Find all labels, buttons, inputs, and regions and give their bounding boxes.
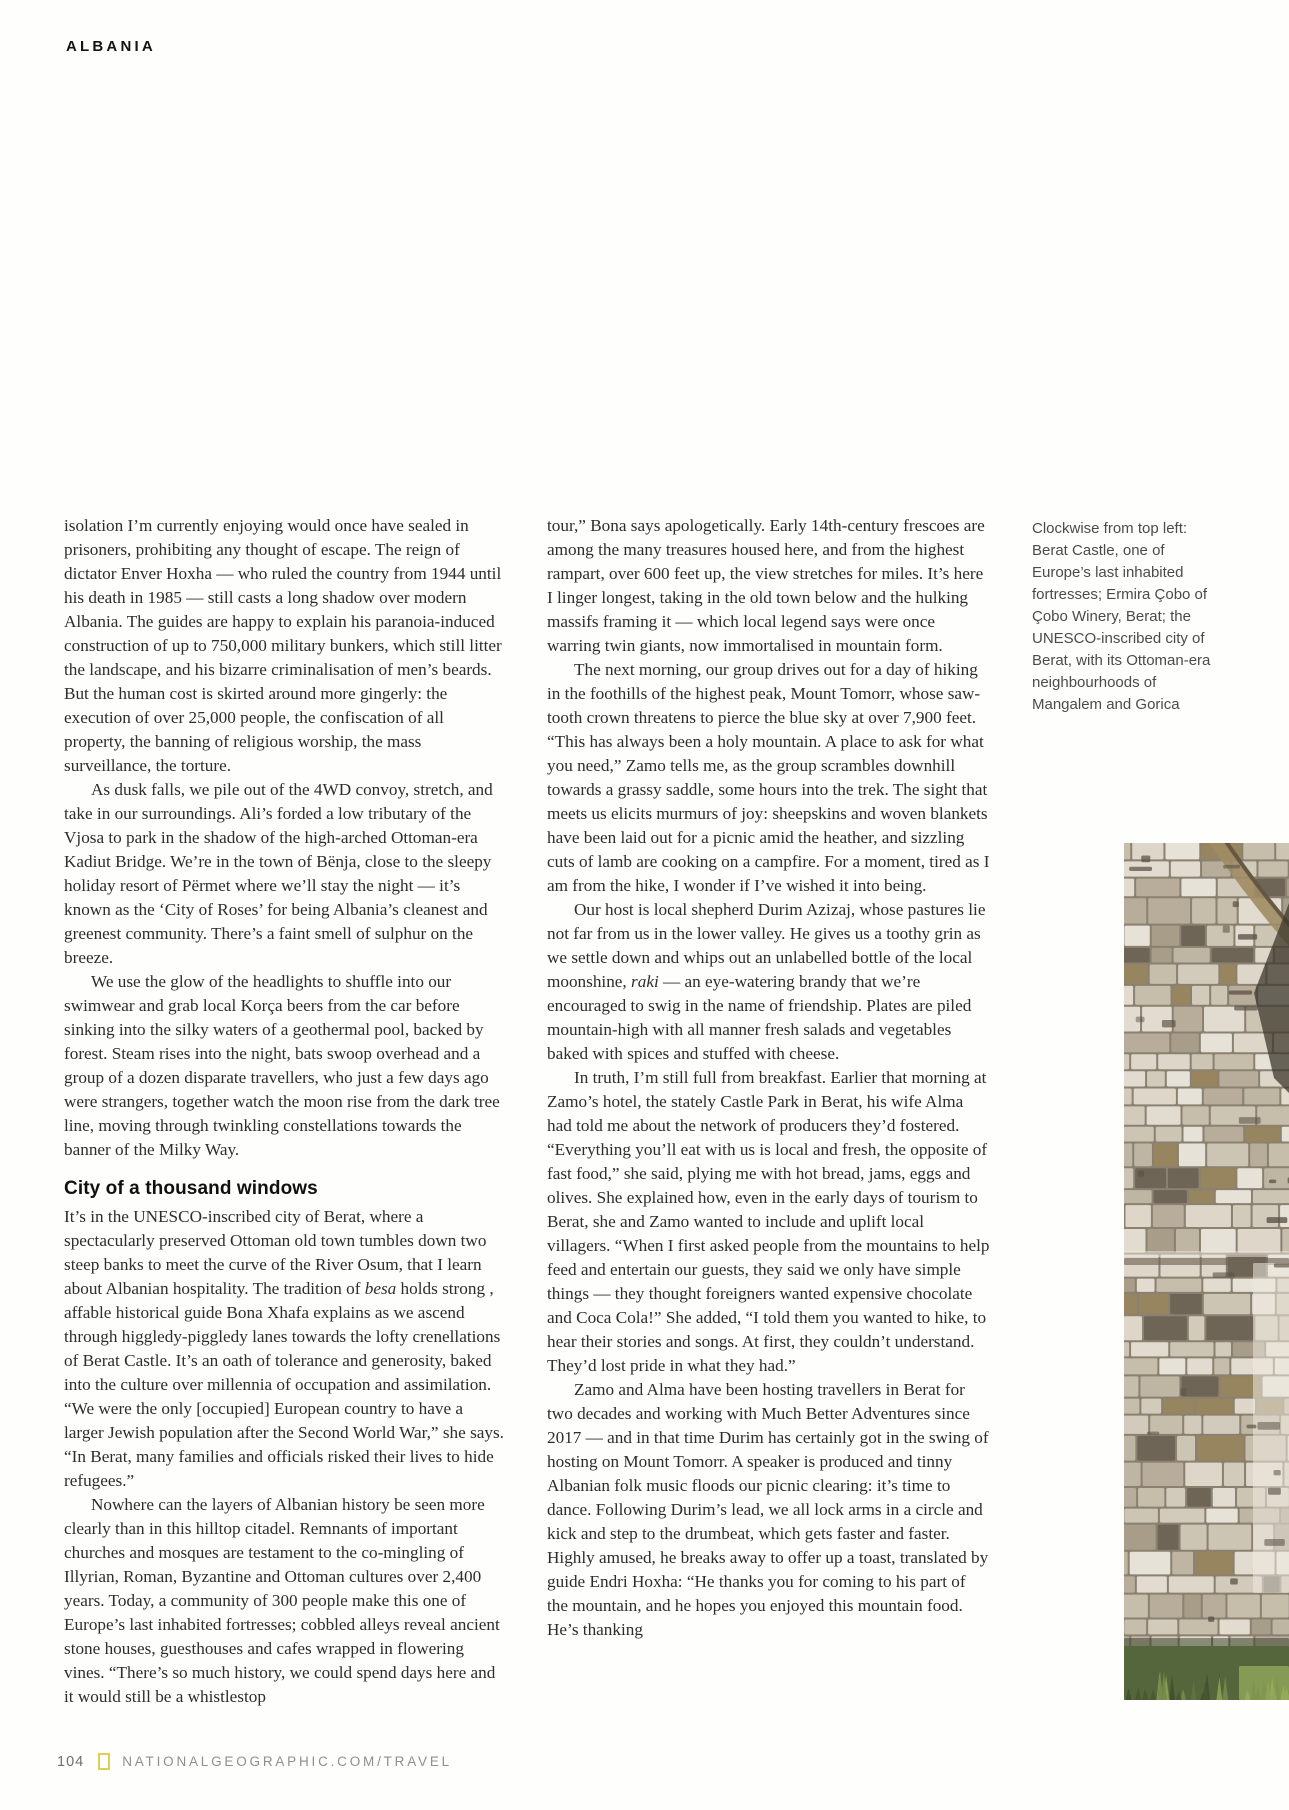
body-paragraph: tour,” Bona says apologetically. Early 14th-century frescoes are among the many treasures housed here, and from the highest rampart, over 600 feet up, the view stretches for miles. It’s here I linger longest, taking in the old town below and the hulking massifs framing it — which local legend says were once warring twin giants, now immortalised in mountain form. bbox=[547, 516, 985, 655]
body-paragraph: Nowhere can the layers of Albanian history be seen more clearly than in this hilltop citadel. Remnants of important churches and mosques are testament to the co-mingling of Illyrian, Roman, Byzantine and Ottoman cultures over 2,400 years. Today, a community of 300 people make this one of Europe’s last inhabited fortresses; cobbled alleys reveal ancient stone houses, guesthouses and cafes wrapped in flowering vines. “There’s so much history, we could spend days here and it would still be a whistlestop bbox=[64, 1495, 500, 1706]
body-paragraph: The next morning, our group drives out for a day of hiking in the foothills of the highest peak, Mount Tomorr, whose saw-tooth crown threatens to pierce the blue sky at over 7,900 feet. “This has always been a holy mountain. A place to ask for what you need,” Zamo tells me, as the group scrambles downhill towards a grassy saddle, some hours into the trek. The sight that meets us elicits murmurs of joy: sheepskins and woven blankets have been laid out for a picnic amid the heather, and sizzling cuts of lamb are cooking on a campfire. For a moment, tired as I am from the hike, I wonder if I’ve wished it into being. bbox=[547, 660, 990, 895]
body-paragraph: It’s in the UNESCO-inscribed city of Berat, where a spectacularly preserved Ottoman old town tumbles down two steep banks to meet the curve of the River Osum, that I learn about Albanian hospitality. The tradition of besa holds strong , affable historical guide Bona Xhafa explains as we ascend through higgledy-piggledy lanes towards the lofty crenellations of Berat Castle. It’s an oath of tolerance and generosity, baked into the culture over millennia of occupation and assimilation. “We were the only [occupied] European country to have a larger Jewish population after the Second World War,” she says. “In Berat, many families and officials risked their lives to hide refugees.” bbox=[64, 1207, 504, 1490]
article-column-right bbox=[547, 514, 990, 1642]
photo-caption: Clockwise from top left: Berat Castle, one of Europe’s last inhabited fortresses; Ermira Çobo of Çobo Winery, Berat; the UNESCO-inscribed city of Berat, with its Ottoman-era neighbourhoods of Mangalem and Gorica bbox=[1032, 520, 1211, 713]
body-paragraph: We use the glow of the headlights to shuffle into our swimwear and grab local Korça beers from the car before sinking into the silky waters of a geothermal pool, backed by forest. Steam rises into the night, bats swoop overhead and a group of a dozen disparate travellers, who just a few days ago were strangers, together watch the moon rise from the dark tree line, moving through twinkling constellations towards the banner of the Milky Way. bbox=[64, 972, 500, 1159]
body-paragraph: In truth, I’m still full from breakfast. Earlier that morning at Zamo’s hotel, the stately Castle Park in Berat, his wife Alma had told me about the network of producers they’d fostered. “Everything you’ll eat with us is local and fresh, the opposite of fast food,” she said, plying me with hot bread, jams, eggs and olives. She explained how, even in the early days of tourism to Berat, she and Zamo wanted to include and uplift local villagers. “When I first asked people from the mountains to help feed and entertain our guests, they said we only have simple things — they thought foreigners wanted expensive chocolate and Coca Cola!” She added, “I told them you wanted to hike, to hear their stories and songs. At first, they couldn’t understand. They’d lost pride in what they had.” bbox=[547, 1068, 990, 1375]
section-kicker: ALBANIA bbox=[66, 38, 156, 55]
body-paragraph: As dusk falls, we pile out of the 4WD convoy, stretch, and take in our surroundings. Ali’s forded a low tributary of the Vjosa to park in the shadow of the high-arched Ottoman-era Kadiut Bridge. We’re in the town of Bënja, close to the sleepy holiday resort of Përmet where we’ll stay the night — it’s known as the ‘City of Roses’ for being Albania’s cleanest and greenest community. There’s a faint smell of sulphur on the breeze. bbox=[64, 780, 493, 967]
page-footer bbox=[57, 1753, 452, 1770]
body-paragraph: Our host is local shepherd Durim Azizaj, whose pastures lie not far from us in the lower valley. He gives us a toothy grin as we settle down and whips out an unlabelled bottle of the local moonshine, raki — an eye-watering brandy that we’re encouraged to swig in the name of friendship. Plates are piled mountain-high with all manner fresh salads and vegetables baked with spices and stuffed with cheese. bbox=[547, 900, 986, 1063]
body-paragraph: Zamo and Alma have been hosting travellers in Berat for two decades and working with Much Better Adventures since 2017 — and in that time Durim has certainly got in the swing of hosting on Mount Tomorr. A speaker is produced and tinny Albanian folk music floods our picnic clearing: it’s time to dance. Following Durim’s lead, we all lock arms in a circle and kick and step to the drumbeat, which gets faster and faster. Highly amused, he breaks away to offer up a toast, translated by guide Endri Hoxha: “He thanks you for coming to his part of the mountain, and he hopes you enjoyed this mountain food. He’s thanking bbox=[547, 1380, 989, 1639]
article-column-left bbox=[64, 514, 507, 1709]
footer-site-url: NATIONALGEOGRAPHIC.COM/TRAVEL bbox=[122, 1754, 452, 1769]
natgeo-frame-icon bbox=[98, 1753, 110, 1770]
berat-castle-wall-photo bbox=[1124, 843, 1289, 1700]
stone-wall-illustration bbox=[1124, 843, 1289, 1700]
section-heading: City of a thousand windows bbox=[64, 1178, 318, 1199]
body-paragraph: isolation I’m currently enjoying would once have sealed in prisoners, prohibiting any thought of escape. The reign of dictator Enver Hoxha — who ruled the country from 1944 until his death in 1985 — still casts a long shadow over modern Albania. The guides are happy to explain his paranoia-induced construction of up to 750,000 military bunkers, which still litter the landscape, and his bizarre criminalisation of men’s beards. But the human cost is skirted around more gingerly: the execution of over 25,000 people, the confiscation of all property, the banning of religious worship, the mass surveillance, the torture. bbox=[64, 516, 502, 775]
page-number: 104 bbox=[57, 1753, 85, 1770]
